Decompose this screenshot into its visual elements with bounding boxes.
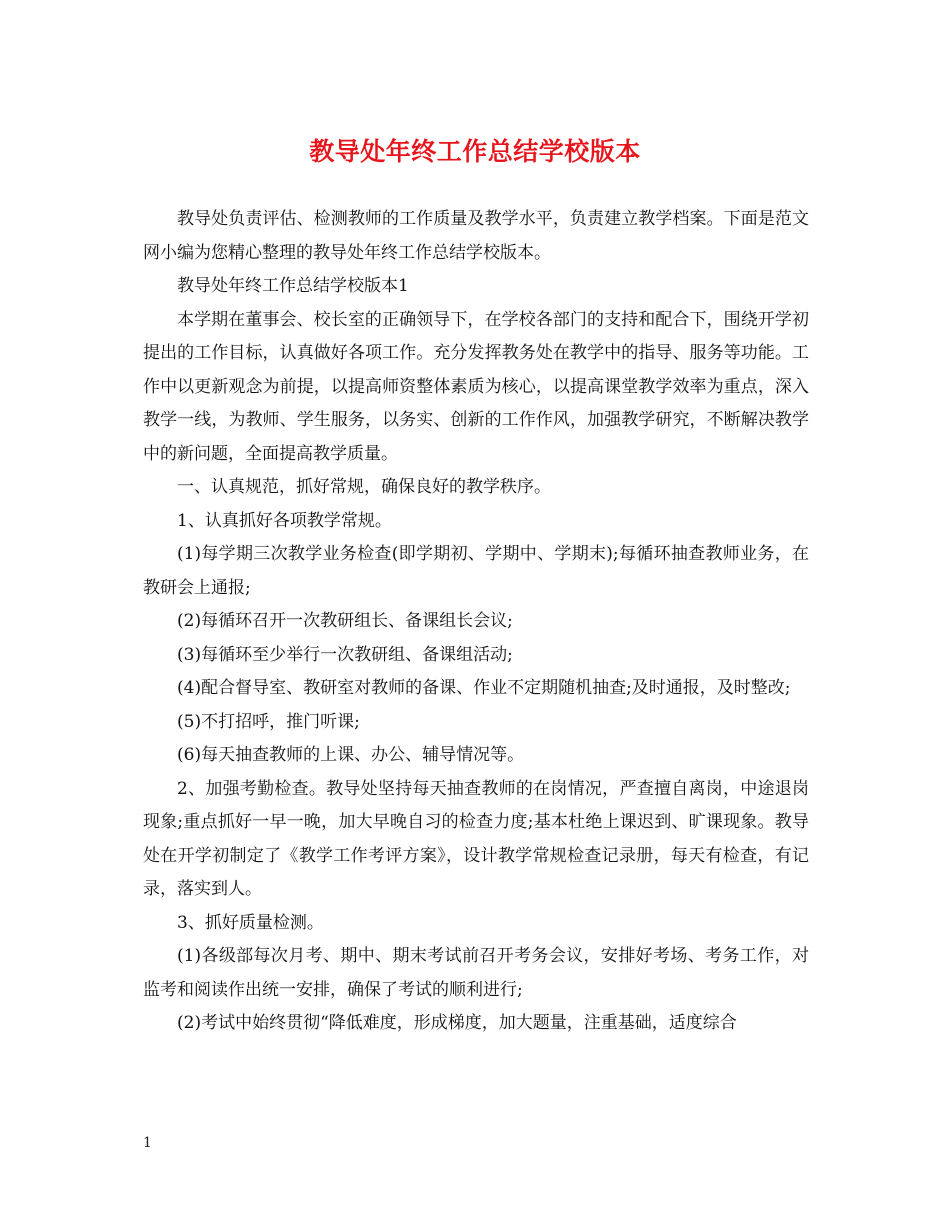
paragraph: (2)每循环召开一次教研组长、备课组长会议; <box>177 611 513 631</box>
document-body <box>143 203 809 1041</box>
paragraph: 教导处年终工作总结学校版本1 <box>177 276 409 296</box>
paragraph: (6)每天抽查教师的上课、办公、辅导情况等。 <box>177 745 525 765</box>
document-title: 教导处年终工作总结学校版本 <box>309 137 641 166</box>
paragraph: 1、认真抓好各项教学常规。 <box>177 510 392 531</box>
paragraph: (3)每循环至少举行一次教研组、备课组活动; <box>177 644 513 665</box>
paragraph: 一、认真规范，抓好常规，确保良好的教学秩序。 <box>177 477 551 497</box>
paragraph: (1)每学期三次教学业务检查(即学期初、学期中、学期末);每循环抽查教师业务，在教研会上通报; <box>143 544 809 598</box>
paragraph: 2、加强考勤检查。教导处坚持每天抽查教师的在岗情况，严查擅自离岗，中途退岗现象;重点抓好一早一晚，加大早晚自习的检查力度;基本杜绝上课迟到、旷课现象。教导处在开学初制定了《教学工作考评方案》，设计教学常规检查记录册，每天有检查，有记录，落实到人。 <box>143 778 809 899</box>
paragraph: (1)各级部每次月考、期中、期末考试前召开考务会议，安排好考场、考务工作，对监考和阅读作出统一安排，确保了考试的顺利进行; <box>143 946 809 1000</box>
paragraph: 教导处负责评估、检测教师的工作质量及教学水平，负责建立教学档案。下面是范文网小编为您精心整理的教导处年终工作总结学校版本。 <box>143 209 809 263</box>
paragraph: (5)不打招呼，推门听课; <box>177 711 360 732</box>
page-number: 1 <box>143 1135 152 1151</box>
paragraph: 本学期在董事会、校长室的正确领导下，在学校各部门的支持和配合下，围绕开学初提出的工作目标，认真做好各项工作。充分发挥教务处在教学中的指导、服务等功能。工作中以更新观念为前提，以提高师资整体素质为核心，以提高课堂教学效率为重点，深入教学一线，为教师、学生服务，以务实、创新的工作作风，加强教学研究，不断解决教学中的新问题，全面提高教学质量。 <box>143 309 809 464</box>
paragraph: (4)配合督导室、教研室对教师的备课、作业不定期随机抽查;及时通报，及时整改; <box>177 678 791 698</box>
paragraph: (2)考试中始终贯彻“降低难度，形成梯度，加大题量，注重基础，适度综合 <box>177 1013 737 1033</box>
paragraph: 3、抓好质量检测。 <box>177 912 324 933</box>
